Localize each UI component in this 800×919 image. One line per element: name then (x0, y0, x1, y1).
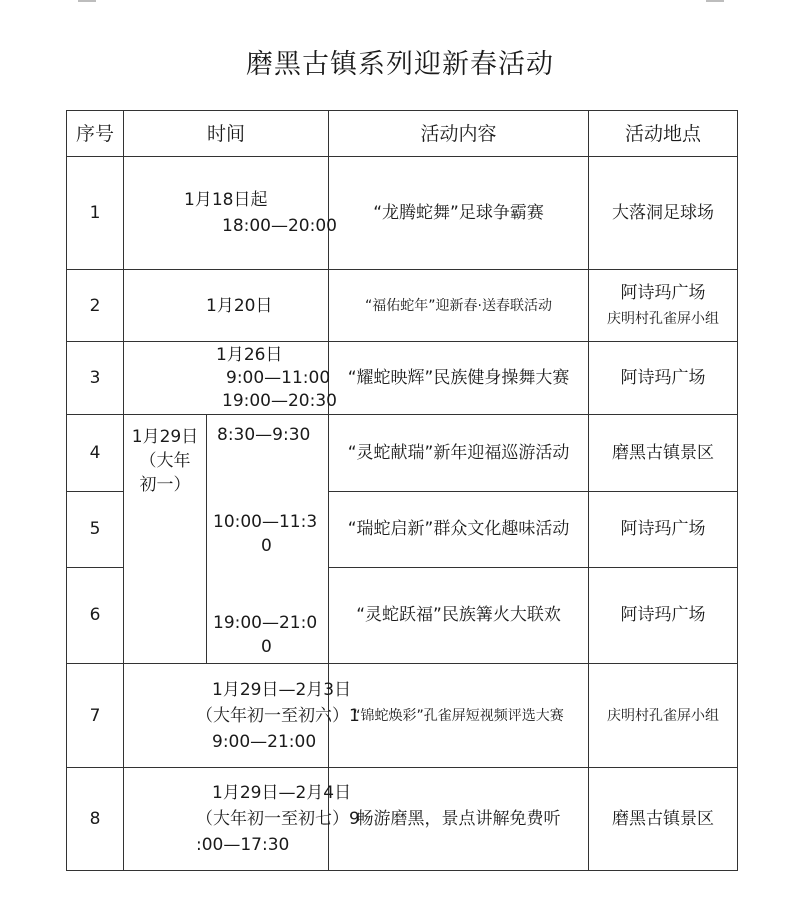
time-cell (207, 567, 328, 663)
row-location: 庆明村孔雀屏小组 (589, 664, 738, 768)
time-line: 19:00—21:0 (213, 613, 318, 633)
row-location: 磨黑古镇景区 (589, 768, 738, 871)
date-line: 1月29日 (131, 427, 199, 447)
time-line: （大年初一至初七）9 (196, 809, 360, 829)
location-line: 阿诗玛广场 (620, 282, 706, 303)
time-line: 10:00—11:3 (213, 512, 318, 532)
row-content: “耀蛇映辉”民族健身操舞大赛 (329, 342, 589, 415)
row-location: 磨黑古镇景区 (589, 415, 738, 492)
row-content: “瑞蛇启新”群众文化趣味活动 (329, 492, 589, 567)
row-content: “灵蛇跃福”民族篝火大联欢 (329, 567, 589, 663)
location-line: 庆明村孔雀屏小组 (607, 310, 720, 327)
table-row (67, 664, 738, 768)
row-index: 2 (67, 270, 124, 342)
row-content: “龙腾蛇舞”足球争霸赛 (329, 157, 589, 270)
row-time (124, 664, 360, 768)
row-index: 4 (67, 415, 124, 492)
time-line: 1月26日 (216, 344, 283, 365)
time-line: 19:00—20:30 (222, 390, 337, 411)
row-content: “锦蛇焕彩”孔雀屏短视频评选大赛 (329, 664, 589, 768)
time-cell (207, 492, 328, 567)
time-line: 1月29日—2月4日 (212, 783, 352, 803)
time-line: :00—17:30 (196, 835, 290, 855)
table-row (67, 342, 738, 415)
row-location: 大落洞足球场 (589, 157, 738, 270)
row-time (124, 768, 360, 871)
header-content: 活动内容 (329, 111, 589, 157)
row-content: “福佑蛇年”迎新春·送春联活动 (329, 270, 589, 342)
time-line: 1月18日起 (184, 190, 268, 210)
top-left-mark (78, 0, 96, 2)
table-row (67, 157, 738, 270)
table-row (67, 768, 738, 871)
row-location: 阿诗玛广场 (589, 492, 738, 567)
row-index: 3 (67, 342, 124, 415)
date-line: （大年 (139, 451, 191, 471)
time-line: 1月20日 (206, 295, 273, 316)
time-line: 18:00—20:00 (222, 216, 337, 236)
row-location (589, 270, 738, 342)
date-line: 初一） (139, 475, 191, 495)
header-index: 序号 (67, 111, 124, 157)
time-line: 0 (261, 637, 272, 657)
time-line: （大年初一至初六）1 (196, 705, 360, 726)
header-location: 活动地点 (589, 111, 738, 157)
table-header-row (67, 111, 738, 157)
row-date-merged (124, 415, 207, 664)
time-line: 8:30—9:30 (217, 425, 311, 445)
page-title: 磨黑古镇系列迎新春活动 (246, 49, 554, 80)
row-time (124, 342, 337, 415)
row-index: 1 (67, 157, 124, 270)
row-index: 7 (67, 664, 124, 768)
row-content: “灵蛇献瑞”新年迎福巡游活动 (329, 415, 589, 492)
row-location: 阿诗玛广场 (589, 567, 738, 663)
time-line: 0 (261, 536, 272, 556)
row-index: 8 (67, 768, 124, 871)
activity-table (66, 110, 738, 871)
time-line: 9:00—11:00 (226, 367, 331, 388)
time-line: 9:00—21:00 (212, 731, 317, 752)
row-content: 畅游磨黑，景点讲解免费听 (329, 768, 589, 871)
time-line: 1月29日—2月3日 (212, 679, 352, 700)
row-index: 6 (67, 567, 124, 663)
table-row (67, 270, 738, 342)
header-time: 时间 (124, 111, 329, 157)
row-location: 阿诗玛广场 (589, 342, 738, 415)
top-right-mark (706, 0, 724, 2)
row-time (124, 157, 337, 270)
row-time (124, 270, 329, 342)
row-index: 5 (67, 492, 124, 567)
row-time-merged (207, 415, 329, 664)
table-row (67, 415, 738, 492)
